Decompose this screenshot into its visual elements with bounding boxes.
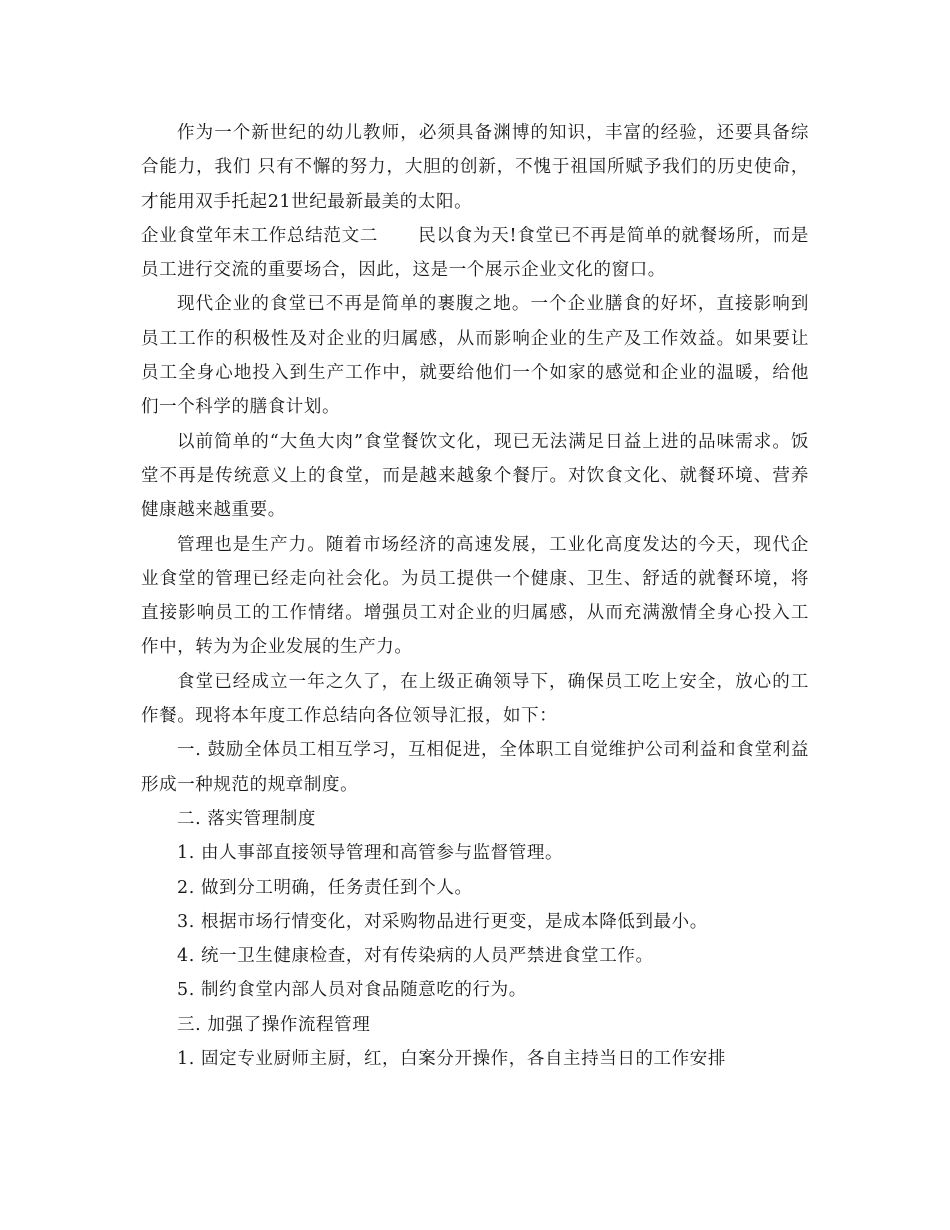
list-item-sub: 4. 统一卫生健康检查，对有传染病的人员严禁进食堂工作。 (177, 946, 654, 967)
list-item-sub: 5. 制约食堂内部人员对食品随意吃的行为。 (177, 980, 527, 1001)
paragraph-body: 管理也是生产力。随着市场经济的高速发展，工业化高度发达的今天，现代企业食堂的管理已经走向社会化。为员工提供一个健康、卫生、舒适的就餐环境，将直接影响员工的工作情绪。增强员工对企业的归属感，从而充满激情全身心投入工作中，转为为企业发展的生产力。 (141, 534, 809, 658)
list-item-main: 三. 加强了操作流程管理 (177, 1014, 371, 1035)
paragraph-intro: 作为一个新世纪的幼儿教师，必须具备渊博的知识，丰富的经验，还要具备综合能力，我们 只有不懈的努力，大胆的创新，不愧于祖国所赋予我们的历史使命，才能用双手托起21世纪最新最美的太阳。 (141, 123, 809, 212)
list-item-sub: 3. 根据市场行情变化，对采购物品进行更变，是成本降低到最小。 (177, 911, 708, 932)
section-title: 企业食堂年末工作总结范文二 (141, 225, 379, 246)
section-lead-text: 民以食为天!食堂已不再是简单的就餐场所，而是员工进行交流的重要场合，因此，这是一个展示企业文化的窗口。 (141, 225, 809, 281)
list-item-main: 一. 鼓励全体员工相互学习，互相促进，全体职工自觉维护公司利益和食堂利益形成一种规范的规章制度。 (141, 740, 809, 795)
paragraph-section-heading (141, 219, 809, 288)
list-item-main: 二. 落实管理制度 (177, 808, 317, 829)
paragraph-body: 食堂已经成立一年之久了，在上级正确领导下，确保员工吃上安全，放心的工作餐。现将本年度工作总结向各位领导汇报，如下： (141, 671, 809, 727)
list-item-sub: 1. 由人事部直接领导管理和高管参与监督管理。 (177, 843, 564, 864)
paragraph-body: 以前简单的“大鱼大肉”食堂餐饮文化，现已无法满足日益上进的品味需求。饭堂不再是传统意义上的食堂，而是越来越象个餐厅。对饮食文化、就餐环境、营养健康越来越重要。 (141, 431, 809, 521)
document-page (141, 116, 809, 1076)
list-item-sub: 2. 做到分工明确，任务责任到个人。 (177, 877, 473, 898)
list-item-sub: 1. 固定专业厨师主厨，红，白案分开操作，各自主持当日的工作安排 (177, 1049, 726, 1070)
paragraph-body: 现代企业的食堂已不再是简单的裹腹之地。一个企业膳食的好坏，直接影响到员工工作的积极性及对企业的归属感，从而影响企业的生产及工作效益。如果要让员工全身心地投入到生产工作中，就要给他们一个如家的感觉和企业的温暖，给他们一个科学的膳食计划。 (141, 294, 809, 418)
